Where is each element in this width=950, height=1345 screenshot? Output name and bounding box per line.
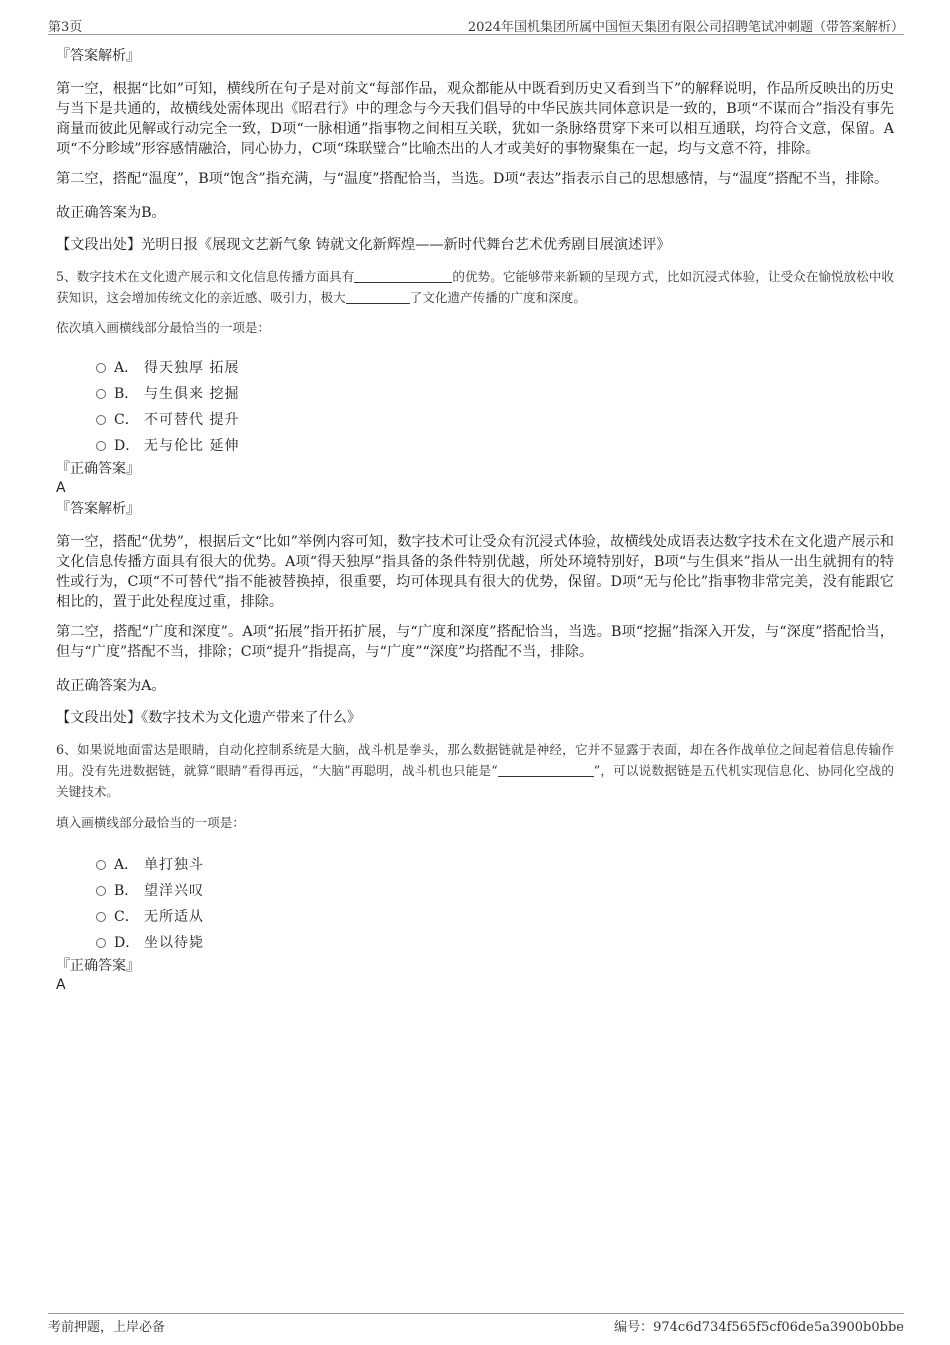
option-letter: A．: [114, 857, 139, 873]
document-title: 2024年国机集团所属中国恒天集团有限公司招聘笔试冲刺题（带答案解析）: [467, 20, 904, 35]
analysis-paragraph: 第二空，搭配“广度和深度”。A项“拓展”指开拓扩展，与“广度和深度”搭配恰当，当选。B项“挖掘”指深入开发，与“深度”搭配恰当，但与“广度”搭配不当，排除；C项“提升”指提高，与“广度”“深度”均搭配不当，排除。: [56, 624, 894, 660]
option-list: [56, 851, 894, 955]
option-text: 望洋兴叹: [144, 883, 204, 899]
option-a[interactable]: [56, 851, 894, 877]
document-code: 编号：974c6d734f565f5cf06de5a3900b0bbe: [614, 1320, 904, 1335]
correct-answer-value: A: [56, 480, 66, 496]
option-c[interactable]: [56, 903, 894, 929]
analysis-label: 『答案解析』: [56, 501, 140, 517]
fill-blank: [498, 762, 594, 777]
option-d[interactable]: [56, 432, 894, 458]
option-d[interactable]: [56, 929, 894, 955]
option-letter: B．: [114, 386, 139, 402]
question-text: 了文化遗产传播的广度和深度。: [409, 290, 586, 305]
question-text: 的优势。它能够带来新颖的呈现方式，比如沉浸式体验，让受众在愉悦放松中收获知识，这会增加传统文化的亲近感、吸引力，极大: [56, 269, 895, 305]
radio-icon[interactable]: [96, 363, 106, 373]
option-text: 无所适从: [144, 909, 204, 925]
question-instruction: 填入画横线部分最恰当的一项是：: [56, 815, 245, 830]
page-footer: [48, 1313, 904, 1334]
answer-conclusion: 故正确答案为B。: [56, 205, 166, 221]
fill-blank: [346, 289, 410, 304]
option-text: 与生俱来 挖掘: [144, 386, 240, 402]
option-text: 坐以待毙: [144, 935, 204, 951]
option-letter: A．: [114, 360, 139, 376]
page-content: [56, 46, 894, 994]
option-a[interactable]: [56, 354, 894, 380]
source-citation: 【文段出处】光明日报《展现文艺新气象 铸就文化新辉煌——新时代舞台艺术优秀剧目展演述评》: [56, 237, 671, 253]
analysis-paragraph: 第一空，搭配“优势”，根据后文“比如”举例内容可知，数字技术可让受众有沉浸式体验，故横线处成语表达数字技术在文化遗产展示和文化信息传播方面具有很大的优势。A项“得天独厚”指具备的条件特别优越，所处环境特别好，B项“与生俱来”指从一出生就拥有的特性或行为，C项“不可替代”指不能被替换掉，很重要，均可体现具有很大的优势，保留。D项“无与伦比”指事物非常完美，没有能跟它相比的，置于此处程度过重，排除。: [56, 534, 894, 610]
analysis-paragraph: 第一空，根据“比如”可知，横线所在句子是对前文“每部作品，观众都能从中既看到历史又看到当下”的解释说明，作品所反映出的历史与当下是共通的，故横线处需体现出《昭君行》中的理念与今天我们倡导的中华民族共同体意识是一致的，B项“不谋而合”指没有事先商量而彼此见解或行动完全一致，D项“一脉相通”指事物之间相互关联，犹如一条脉络贯穿下来可以相互通联，均符合文意，保留。A项“不分畛域”形容感情融洽，同心协力，C项“珠联璧合”比喻杰出的人才或美好的事物聚集在一起，均与文意不符，排除。: [56, 81, 894, 157]
correct-answer-value: A: [56, 977, 66, 993]
fill-blank: [354, 268, 452, 283]
question-text: 5、数字技术在文化遗产展示和文化信息传播方面具有: [56, 269, 355, 284]
option-text: 不可替代 提升: [144, 412, 240, 428]
question-instruction: 依次填入画横线部分最恰当的一项是：: [56, 320, 271, 335]
option-text: 单打独斗: [144, 857, 204, 873]
option-letter: D．: [114, 935, 140, 951]
question-text: ”，可以说数据链是五代机实现信息化、协同化空战的关键技术。: [56, 763, 894, 799]
option-b[interactable]: [56, 380, 894, 406]
radio-icon[interactable]: [96, 441, 106, 451]
option-b[interactable]: [56, 877, 894, 903]
correct-answer-label: 『正确答案』: [56, 958, 140, 974]
source-citation: 【文段出处】《数字技术为文化遗产带来了什么》: [56, 710, 362, 726]
radio-icon[interactable]: [96, 886, 106, 896]
page-number: 第3页: [48, 20, 83, 35]
radio-icon[interactable]: [96, 415, 106, 425]
radio-icon[interactable]: [96, 912, 106, 922]
analysis-paragraph: 第二空，搭配“温度”，B项“饱含”指充满，与“温度”搭配恰当，当选。D项“表达”指表示自己的思想感情，与“温度”搭配不当，排除。: [56, 171, 889, 187]
option-letter: C．: [114, 412, 139, 428]
correct-answer-label: 『正确答案』: [56, 461, 140, 477]
question-text: 6、如果说地面雷达是眼睛，自动化控制系统是大脑，战斗机是拳头，那么数据链就是神经，它并不显露于表面，却在各作战单位之间起着信息传输作用。没有先进数据链，就算“眼睛”看得再远，“大脑”再聪明，战斗机也只能是“: [56, 742, 894, 778]
page-header: [48, 14, 904, 35]
analysis-label: 『答案解析』: [56, 48, 140, 64]
radio-icon[interactable]: [96, 389, 106, 399]
option-list: [56, 354, 894, 458]
answer-conclusion: 故正确答案为A。: [56, 678, 166, 694]
question-stem: [56, 739, 894, 802]
question-stem: [56, 266, 894, 308]
radio-icon[interactable]: [96, 938, 106, 948]
option-text: 得天独厚 拓展: [144, 360, 240, 376]
option-letter: B．: [114, 883, 139, 899]
option-letter: C．: [114, 909, 139, 925]
radio-icon[interactable]: [96, 860, 106, 870]
option-text: 无与伦比 延伸: [144, 438, 240, 454]
option-c[interactable]: [56, 406, 894, 432]
option-letter: D．: [114, 438, 140, 454]
footer-slogan: 考前押题，上岸必备: [48, 1320, 166, 1335]
